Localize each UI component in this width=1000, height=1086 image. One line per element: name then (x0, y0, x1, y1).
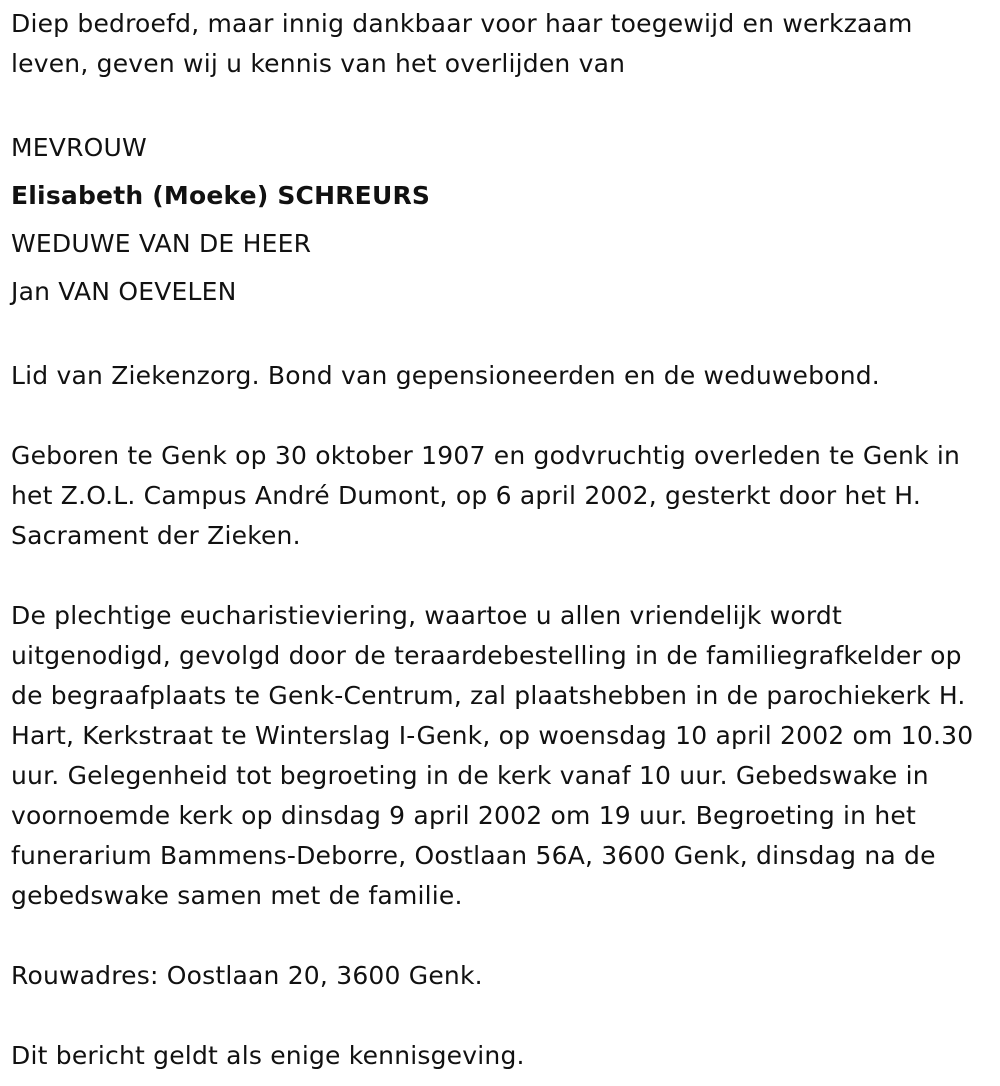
closing-line: Dit bericht geldt als enige kennisgeving. (11, 1041, 525, 1070)
deceased-name-block (11, 124, 991, 316)
spacer (11, 396, 991, 436)
spacer (11, 316, 991, 356)
spouse-name: Jan VAN OEVELEN (11, 277, 237, 306)
spacer (11, 996, 991, 1036)
birth-death-paragraph: Geboren te Genk op 30 oktober 1907 en godvruchtig overleden te Genk in het Z.O.L. Campus André Dumont, op 6 april 2002, gesterkt door het H. Sacrament der Zieken. (11, 441, 961, 550)
membership-paragraph: Lid van Ziekenzorg. Bond van gepensioneerden en de weduwebond. (11, 361, 880, 390)
spacer (11, 556, 991, 596)
spacer (11, 84, 991, 124)
ceremony-paragraph: De plechtige eucharistieviering, waartoe u allen vriendelijk wordt uitgenodigd, gevolgd door de teraardebestelling in de familiegrafkelder op de begraafplaats te Genk-Centrum, zal plaatshebben in de parochiekerk H. Hart, Kerkstraat te Winterslag I-Genk, op woensdag 10 april 2002 om 10.30 uur. Gelegenheid tot begroeting in de kerk vanaf 10 uur. Gebedswake in voornoemde kerk op dinsdag 9 april 2002 om 19 uur. Begroeting in het funerarium Bammens-Deborre, Oostlaan 56A, 3600 Genk, dinsdag na de gebedswake samen met de familie. (11, 601, 974, 910)
spacer (11, 916, 991, 956)
intro-paragraph: Diep bedroefd, maar innig dankbaar voor haar toegewijd en werkzaam leven, geven wij u kennis van het overlijden van (11, 9, 913, 78)
honorific-title: MEVROUW (11, 133, 147, 162)
deceased-name: Elisabeth (Moeke) SCHREURS (11, 181, 431, 210)
obituary-notice (11, 4, 991, 1076)
mourning-address: Rouwadres: Oostlaan 20, 3600 Genk. (11, 961, 483, 990)
widow-of-label: WEDUWE VAN DE HEER (11, 229, 312, 258)
